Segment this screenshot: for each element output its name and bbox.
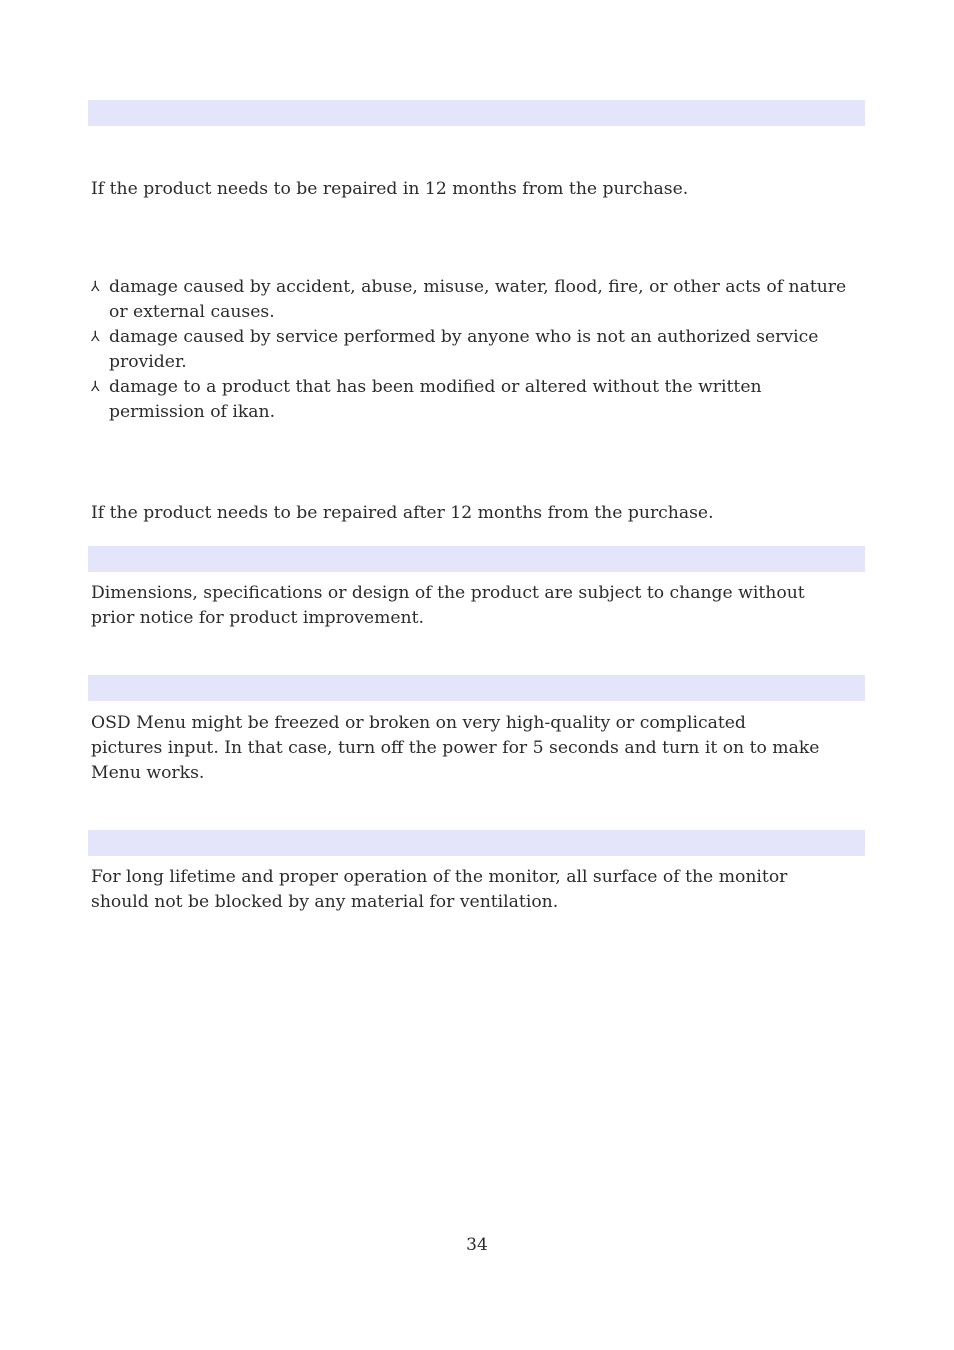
exclusion-text: damage to a product that has been modified or altered without the written permission of ikan.: [109, 377, 762, 422]
exclusion-text: damage caused by accident, abuse, misuse, water, flood, fire, or other acts of nature or external causes.: [109, 277, 847, 322]
caret-bullet-icon: ⅄: [91, 379, 100, 395]
section-band-warranty: [88, 100, 865, 126]
page-number: 34: [466, 1235, 488, 1255]
section-band-osd-menu: [88, 675, 865, 701]
warranty-exclusions-list: [91, 275, 851, 425]
caret-bullet-icon: ⅄: [91, 329, 100, 345]
section-band-ventilation: [88, 830, 865, 856]
osd-menu-text: OSD Menu might be freezed or broken on very high-quality or complicated pictures input. In that case, turn off the power for 5 seconds and turn it on to make Menu works.: [91, 713, 820, 783]
list-item: [91, 375, 851, 425]
exclusion-text: damage caused by service performed by anyone who is not an authorized service provider.: [109, 327, 819, 372]
warranty-after-period-text: If the product needs to be repaired after 12 months from the purchase.: [91, 503, 714, 523]
ventilation-text: For long lifetime and proper operation of the monitor, all surface of the monitor should not be blocked by any material for ventilation.: [91, 867, 788, 912]
section-band-specifications: [88, 546, 865, 572]
specifications-text: Dimensions, specifications or design of the product are subject to change without prior notice for product improvement.: [91, 583, 805, 628]
list-item: [91, 275, 851, 325]
caret-bullet-icon: ⅄: [91, 279, 100, 295]
warranty-within-period-text: If the product needs to be repaired in 12 months from the purchase.: [91, 179, 689, 199]
list-item: [91, 325, 851, 375]
